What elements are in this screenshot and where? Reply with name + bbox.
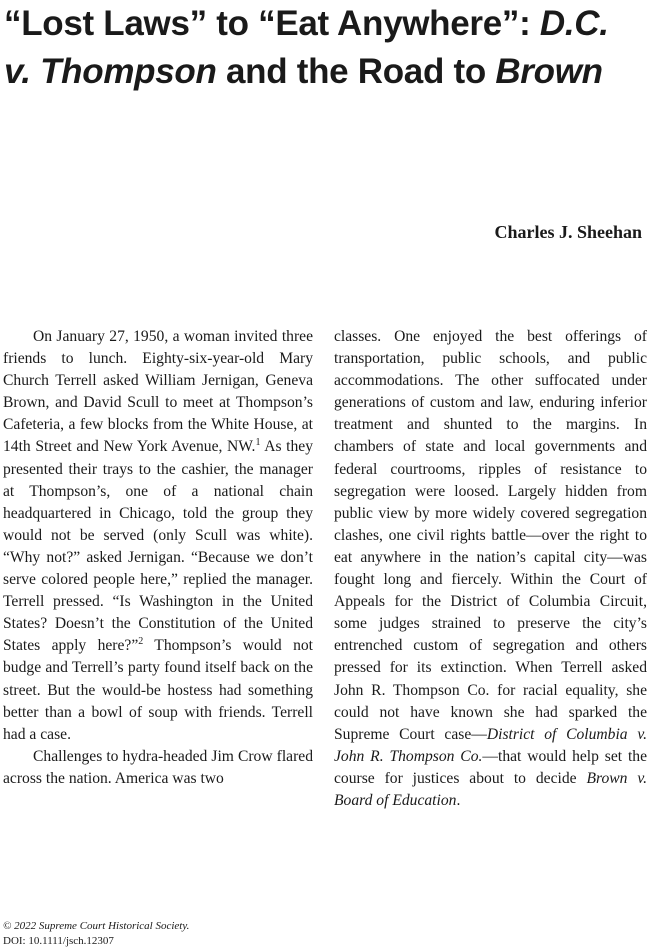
page-footer — [3, 919, 189, 949]
body-column-left — [3, 326, 313, 790]
title-part-3: and the Road to — [216, 52, 496, 91]
article-title — [4, 0, 644, 96]
footnote-ref-2[interactable]: 2 — [138, 636, 144, 648]
paragraph-2: Challenges to hydra-headed Jim Crow flared across the nation. America was two — [3, 747, 313, 787]
paragraph-1-text-c: Thompson’s would not budge and Terrell’s party found itself back on the street. But the would-be hostess had something better than a bowl of soup with friends. Terrell had a case. — [3, 637, 313, 743]
doi-link[interactable]: DOI: 10.1111/jsch.12307 — [3, 935, 114, 947]
paragraph-1-text-a: On January 27, 1950, a woman invited three friends to lunch. Eighty-six-year-old Mary Church Terrell asked William Jernigan, Geneva Brown, and David Scull to meet at Thompson’s Cafeteria, a few blocks from the White House, at 14th Street and New York Avenue, NW. — [3, 328, 313, 456]
case-citation-brown: Brown v. Board of Education — [334, 769, 647, 809]
author-name: Charles J. Sheehan — [494, 222, 642, 242]
paragraph-2-text-b: —that would help set the course for justices about to decide — [334, 747, 647, 787]
body-column-right — [334, 326, 647, 812]
case-citation-thompson: District of Columbia v. John R. Thompson Co. — [334, 725, 647, 765]
copyright-notice: © 2022 Supreme Court Historical Society. — [3, 920, 190, 932]
title-brown: Brown — [495, 52, 603, 91]
title-part-1: “Lost Laws” to “Eat Anywhere”: — [4, 4, 540, 43]
paragraph-1 — [3, 326, 313, 746]
paragraph-2-text-a: classes. One enjoyed the best offerings of transportation, public schools, and public accommodations. The other suffocated under generations of custom and law, enduring inferior treatment and shunted to the margins. In chambers of state and local governments and federal courtrooms, ripples of resistance to segregation were loosed. Largely hidden from public view by more widely covered segregation clashes, one civil rights battle—over the right to eat anywhere in the nation’s capital city—was fought long and fiercely. Within the Court of Appeals for the District of Columbia Circuit, some judges strained to preserve the city’s entrenched custom of segregation and others pressed for its extinction. When Terrell asked John R. Thompson Co. for racial equality, she could not have known she had sparked the Supreme Court case— — [334, 328, 647, 743]
paragraph-2-continued — [334, 326, 647, 812]
footnote-ref-1[interactable]: 1 — [255, 437, 261, 449]
title-case-name: D.C. v. Thompson — [4, 4, 609, 91]
paragraph-1-text-b: As they presented their trays to the cashier, the manager at Thompson’s, one of a national chain headquartered in Chicago, told the group they would not be served (only Scull was white). “Why not?” asked Jernigan. “Because we don’t serve colored people here,” replied the manager. Terrell pressed. “Is Washington in the United States? Doesn’t the Constitution of the United States apply here?” — [3, 438, 313, 655]
paragraph-2-text-c: . — [456, 791, 461, 809]
